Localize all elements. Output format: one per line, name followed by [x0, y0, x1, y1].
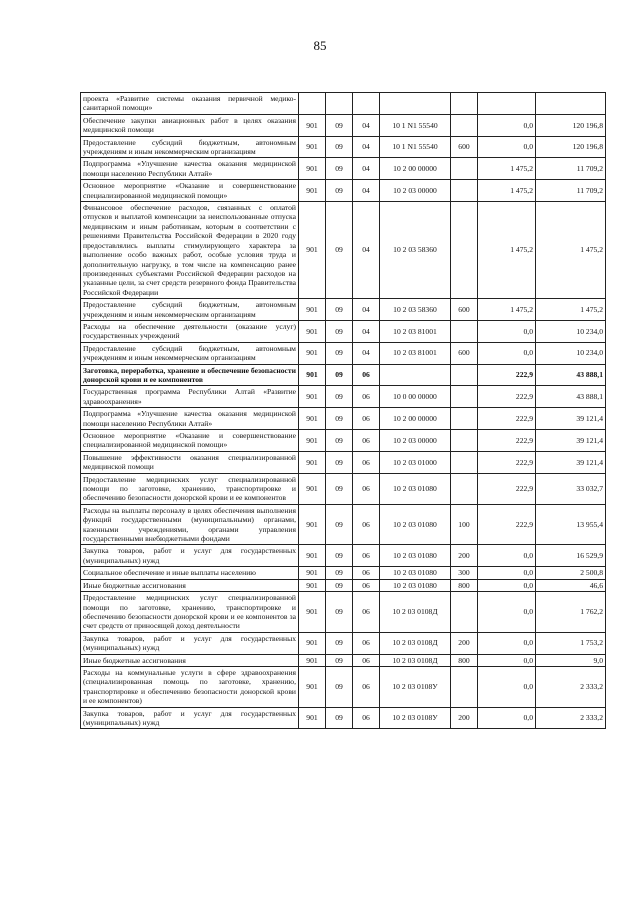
table-row: [81, 180, 606, 202]
amount-total-cell: 120 196,8: [536, 114, 606, 136]
target-article-code-cell: 10 2 03 58360: [380, 299, 451, 321]
department-code-cell: 901: [299, 299, 326, 321]
target-article-code-cell: 10 1 N1 55540: [380, 114, 451, 136]
amount-total-cell: 11 709,2: [536, 180, 606, 202]
department-code-cell: 901: [299, 666, 326, 707]
subsection-code-cell: 04: [353, 114, 380, 136]
row-name-cell: Основное мероприятие «Оказание и совершенствование специализированной медицинской помощи»: [81, 180, 299, 202]
amount-total-cell: 1 762,2: [536, 592, 606, 633]
target-article-code-cell: 10 2 03 01080: [380, 504, 451, 545]
subsection-code-cell: 06: [353, 707, 380, 729]
section-code-cell: 09: [326, 180, 353, 202]
row-name-cell: Основное мероприятие «Оказание и совершенствование специализированной медицинской помощи»: [81, 430, 299, 452]
expense-type-code-cell: [451, 408, 478, 430]
row-name-cell: Подпрограмма «Улучшение качества оказания медицинской помощи населению Республики Алтай»: [81, 408, 299, 430]
subsection-code-cell: 04: [353, 299, 380, 321]
amount-total-cell: 11 709,2: [536, 158, 606, 180]
department-code-cell: 901: [299, 158, 326, 180]
amount-change-cell: 1 475,2: [478, 202, 536, 299]
subsection-code-cell: 04: [353, 158, 380, 180]
target-article-code-cell: 10 2 03 0108У: [380, 707, 451, 729]
row-name-cell: Обеспечение закупки авиационных работ в целях оказания медицинской помощи: [81, 114, 299, 136]
budget-table-body: [81, 93, 606, 729]
amount-change-cell: 222,9: [478, 408, 536, 430]
subsection-code-cell: 06: [353, 430, 380, 452]
amount-change-cell: 222,9: [478, 386, 536, 408]
section-code-cell: 09: [326, 451, 353, 473]
expense-type-code-cell: 200: [451, 632, 478, 654]
expense-type-code-cell: [451, 93, 478, 115]
row-name-cell: Закупка товаров, работ и услуг для государственных (муниципальных) нужд: [81, 707, 299, 729]
amount-change-cell: 0,0: [478, 545, 536, 567]
amount-change-cell: 0,0: [478, 342, 536, 364]
subsection-code-cell: 06: [353, 592, 380, 633]
section-code-cell: 09: [326, 136, 353, 158]
row-name-cell: Иные бюджетные ассигнования: [81, 654, 299, 666]
amount-total-cell: 10 234,0: [536, 320, 606, 342]
table-row: [81, 451, 606, 473]
table-row: [81, 430, 606, 452]
row-name-cell: проекта «Развитие системы оказания первичной медико-санитарной помощи»: [81, 93, 299, 115]
expense-type-code-cell: 600: [451, 299, 478, 321]
amount-change-cell: 222,9: [478, 430, 536, 452]
table-row: [81, 158, 606, 180]
target-article-code-cell: 10 2 03 01080: [380, 473, 451, 504]
row-name-cell: Заготовка, переработка, хранение и обеспечение безопасности донорской крови и ее компонентов: [81, 364, 299, 386]
page-number: 85: [313, 38, 327, 53]
target-article-code-cell: 10 2 03 0108Д: [380, 592, 451, 633]
amount-total-cell: 2 333,2: [536, 707, 606, 729]
amount-change-cell: [478, 93, 536, 115]
target-article-code-cell: 10 2 03 81001: [380, 320, 451, 342]
target-article-code-cell: 10 2 03 01080: [380, 579, 451, 591]
table-row: [81, 504, 606, 545]
subsection-code-cell: 06: [353, 408, 380, 430]
table-row: [81, 707, 606, 729]
amount-change-cell: 0,0: [478, 654, 536, 666]
section-code-cell: 09: [326, 202, 353, 299]
subsection-code-cell: 04: [353, 202, 380, 299]
row-name-cell: Предоставление субсидий бюджетным, автономным учреждениям и иным некоммерческим организациям: [81, 136, 299, 158]
amount-total-cell: [536, 93, 606, 115]
section-code-cell: 09: [326, 579, 353, 591]
amount-change-cell: 0,0: [478, 579, 536, 591]
table-row: [81, 567, 606, 579]
table-row: [81, 408, 606, 430]
row-name-cell: Иные бюджетные ассигнования: [81, 579, 299, 591]
subsection-code-cell: 04: [353, 180, 380, 202]
amount-change-cell: 0,0: [478, 632, 536, 654]
expense-type-code-cell: [451, 451, 478, 473]
subsection-code-cell: [353, 93, 380, 115]
subsection-code-cell: 06: [353, 579, 380, 591]
amount-total-cell: 120 196,8: [536, 136, 606, 158]
department-code-cell: [299, 93, 326, 115]
target-article-code-cell: 10 2 03 00000: [380, 180, 451, 202]
expense-type-code-cell: 200: [451, 545, 478, 567]
expense-type-code-cell: 800: [451, 579, 478, 591]
table-row: [81, 579, 606, 591]
department-code-cell: 901: [299, 136, 326, 158]
subsection-code-cell: 04: [353, 320, 380, 342]
amount-total-cell: 1 475,2: [536, 299, 606, 321]
section-code-cell: 09: [326, 592, 353, 633]
amount-total-cell: 10 234,0: [536, 342, 606, 364]
row-name-cell: Расходы на коммунальные услуги в сфере здравоохранения (специализированная помощь по заготовке, хранению, транспортировке и обеспечению безопасности донорской крови и ее компонентов): [81, 666, 299, 707]
row-name-cell: Предоставление медицинских услуг специализированной помощи по заготовке, хранению, транспортировке и обеспечению безопасности донорской крови и ее компонентов: [81, 473, 299, 504]
section-code-cell: 09: [326, 386, 353, 408]
section-code-cell: 09: [326, 707, 353, 729]
department-code-cell: 901: [299, 430, 326, 452]
amount-change-cell: 222,9: [478, 451, 536, 473]
row-name-cell: Повышение эффективности оказания специализированной медицинской помощи: [81, 451, 299, 473]
department-code-cell: 901: [299, 654, 326, 666]
section-code-cell: [326, 93, 353, 115]
subsection-code-cell: 04: [353, 136, 380, 158]
table-row: [81, 136, 606, 158]
subsection-code-cell: 06: [353, 386, 380, 408]
department-code-cell: 901: [299, 342, 326, 364]
department-code-cell: 901: [299, 114, 326, 136]
subsection-code-cell: 06: [353, 666, 380, 707]
table-row: [81, 386, 606, 408]
department-code-cell: 901: [299, 386, 326, 408]
section-code-cell: 09: [326, 654, 353, 666]
target-article-code-cell: 10 2 03 01080: [380, 545, 451, 567]
table-row: [81, 654, 606, 666]
target-article-code-cell: 10 1 N1 55540: [380, 136, 451, 158]
amount-total-cell: 39 121,4: [536, 430, 606, 452]
expense-type-code-cell: 200: [451, 707, 478, 729]
amount-total-cell: 9,0: [536, 654, 606, 666]
amount-change-cell: 0,0: [478, 567, 536, 579]
target-article-code-cell: 10 2 03 0108Д: [380, 654, 451, 666]
row-name-cell: Предоставление медицинских услуг специализированной помощи по заготовке, хранению, транспортировке и обеспечению безопасности донорской крови и ее компонентов за счет средств от приносящей доход деятельности: [81, 592, 299, 633]
department-code-cell: 901: [299, 180, 326, 202]
department-code-cell: 901: [299, 592, 326, 633]
amount-change-cell: 0,0: [478, 592, 536, 633]
row-name-cell: Закупка товаров, работ и услуг для государственных (муниципальных) нужд: [81, 545, 299, 567]
amount-total-cell: 2 333,2: [536, 666, 606, 707]
amount-change-cell: 0,0: [478, 136, 536, 158]
department-code-cell: 901: [299, 202, 326, 299]
row-name-cell: Закупка товаров, работ и услуг для государственных (муниципальных) нужд: [81, 632, 299, 654]
table-row: [81, 202, 606, 299]
department-code-cell: 901: [299, 473, 326, 504]
subsection-code-cell: 06: [353, 567, 380, 579]
expense-type-code-cell: [451, 473, 478, 504]
amount-total-cell: 39 121,4: [536, 451, 606, 473]
table-row: [81, 299, 606, 321]
expense-type-code-cell: 800: [451, 654, 478, 666]
section-code-cell: 09: [326, 632, 353, 654]
amount-change-cell: 1 475,2: [478, 299, 536, 321]
subsection-code-cell: 06: [353, 545, 380, 567]
section-code-cell: 09: [326, 473, 353, 504]
department-code-cell: 901: [299, 504, 326, 545]
subsection-code-cell: 04: [353, 342, 380, 364]
department-code-cell: 901: [299, 707, 326, 729]
expense-type-code-cell: [451, 202, 478, 299]
target-article-code-cell: 10 2 03 0108У: [380, 666, 451, 707]
amount-total-cell: 39 121,4: [536, 408, 606, 430]
department-code-cell: 901: [299, 632, 326, 654]
expense-type-code-cell: 600: [451, 342, 478, 364]
target-article-code-cell: 10 2 03 58360: [380, 202, 451, 299]
target-article-code-cell: 10 2 00 00000: [380, 158, 451, 180]
expense-type-code-cell: [451, 320, 478, 342]
amount-total-cell: 16 529,9: [536, 545, 606, 567]
amount-total-cell: 1 753,2: [536, 632, 606, 654]
amount-change-cell: 222,9: [478, 473, 536, 504]
subsection-code-cell: 06: [353, 654, 380, 666]
table-row: [81, 666, 606, 707]
target-article-code-cell: 10 2 03 00000: [380, 430, 451, 452]
expense-type-code-cell: [451, 364, 478, 386]
row-name-cell: Предоставление субсидий бюджетным, автономным учреждениям и иным некоммерческим организациям: [81, 299, 299, 321]
target-article-code-cell: 10 2 03 01080: [380, 567, 451, 579]
section-code-cell: 09: [326, 408, 353, 430]
table-row: [81, 364, 606, 386]
amount-total-cell: 2 500,8: [536, 567, 606, 579]
row-name-cell: Расходы на обеспечение деятельности (оказание услуг) государственных учреждений: [81, 320, 299, 342]
budget-table: [80, 92, 606, 729]
table-row: [81, 545, 606, 567]
subsection-code-cell: 06: [353, 504, 380, 545]
section-code-cell: 09: [326, 545, 353, 567]
section-code-cell: 09: [326, 504, 353, 545]
expense-type-code-cell: [451, 666, 478, 707]
amount-change-cell: 0,0: [478, 320, 536, 342]
amount-change-cell: 0,0: [478, 707, 536, 729]
section-code-cell: 09: [326, 320, 353, 342]
row-name-cell: Государственная программа Республики Алтай «Развитие здравоохранения»: [81, 386, 299, 408]
table-row: [81, 114, 606, 136]
target-article-code-cell: 10 2 03 81001: [380, 342, 451, 364]
expense-type-code-cell: 300: [451, 567, 478, 579]
target-article-code-cell: 10 2 00 00000: [380, 408, 451, 430]
department-code-cell: 901: [299, 545, 326, 567]
section-code-cell: 09: [326, 666, 353, 707]
department-code-cell: 901: [299, 579, 326, 591]
target-article-code-cell: 10 2 03 0108Д: [380, 632, 451, 654]
expense-type-code-cell: [451, 386, 478, 408]
section-code-cell: 09: [326, 364, 353, 386]
target-article-code-cell: 10 2 03 01000: [380, 451, 451, 473]
amount-change-cell: 0,0: [478, 666, 536, 707]
row-name-cell: Финансовое обеспечение расходов, связанных с оплатой отпусков и выплатой компенсации за неиспользованные отпуска медицинским и иным работникам, которым в соответствии с решениями Правительства Российской Федерации в 2020 году предоставлялись выплаты стимулирующего характера за выполнение особо важных работ, особые условия труда и дополнительную нагрузку, в том числе на компенсацию ранее произведенных субъектами Российской Федерации расходов на указанные цели, за счет средств резервного фонда Правительства Российской Федерации: [81, 202, 299, 299]
table-row: [81, 592, 606, 633]
amount-change-cell: 1 475,2: [478, 158, 536, 180]
expense-type-code-cell: [451, 180, 478, 202]
section-code-cell: 09: [326, 158, 353, 180]
section-code-cell: 09: [326, 430, 353, 452]
amount-total-cell: 43 888,1: [536, 386, 606, 408]
amount-change-cell: 0,0: [478, 114, 536, 136]
table-row: [81, 93, 606, 115]
expense-type-code-cell: 600: [451, 136, 478, 158]
department-code-cell: 901: [299, 451, 326, 473]
row-name-cell: Социальное обеспечение и иные выплаты населению: [81, 567, 299, 579]
row-name-cell: Расходы на выплаты персоналу в целях обеспечения выполнения функций государственными (муниципальными) органами, казенными учреждениями, органами управления государственными внебюджетными фондами: [81, 504, 299, 545]
department-code-cell: 901: [299, 567, 326, 579]
table-row: [81, 632, 606, 654]
table-row: [81, 342, 606, 364]
section-code-cell: 09: [326, 299, 353, 321]
subsection-code-cell: 06: [353, 364, 380, 386]
target-article-code-cell: [380, 364, 451, 386]
amount-total-cell: 13 955,4: [536, 504, 606, 545]
department-code-cell: 901: [299, 408, 326, 430]
section-code-cell: 09: [326, 567, 353, 579]
amount-change-cell: 222,9: [478, 504, 536, 545]
row-name-cell: Предоставление субсидий бюджетным, автономным учреждениям и иным некоммерческим организациям: [81, 342, 299, 364]
row-name-cell: Подпрограмма «Улучшение качества оказания медицинской помощи населению Республики Алтай»: [81, 158, 299, 180]
amount-change-cell: 1 475,2: [478, 180, 536, 202]
expense-type-code-cell: [451, 592, 478, 633]
expense-type-code-cell: [451, 430, 478, 452]
target-article-code-cell: [380, 93, 451, 115]
subsection-code-cell: 06: [353, 632, 380, 654]
subsection-code-cell: 06: [353, 451, 380, 473]
section-code-cell: 09: [326, 114, 353, 136]
department-code-cell: 901: [299, 320, 326, 342]
amount-total-cell: 1 475,2: [536, 202, 606, 299]
expense-type-code-cell: 100: [451, 504, 478, 545]
target-article-code-cell: 10 0 00 00000: [380, 386, 451, 408]
expense-type-code-cell: [451, 158, 478, 180]
amount-total-cell: 33 032,7: [536, 473, 606, 504]
section-code-cell: 09: [326, 342, 353, 364]
amount-total-cell: 46,6: [536, 579, 606, 591]
table-row: [81, 473, 606, 504]
department-code-cell: 901: [299, 364, 326, 386]
table-row: [81, 320, 606, 342]
amount-change-cell: 222,9: [478, 364, 536, 386]
amount-total-cell: 43 888,1: [536, 364, 606, 386]
expense-type-code-cell: [451, 114, 478, 136]
subsection-code-cell: 06: [353, 473, 380, 504]
